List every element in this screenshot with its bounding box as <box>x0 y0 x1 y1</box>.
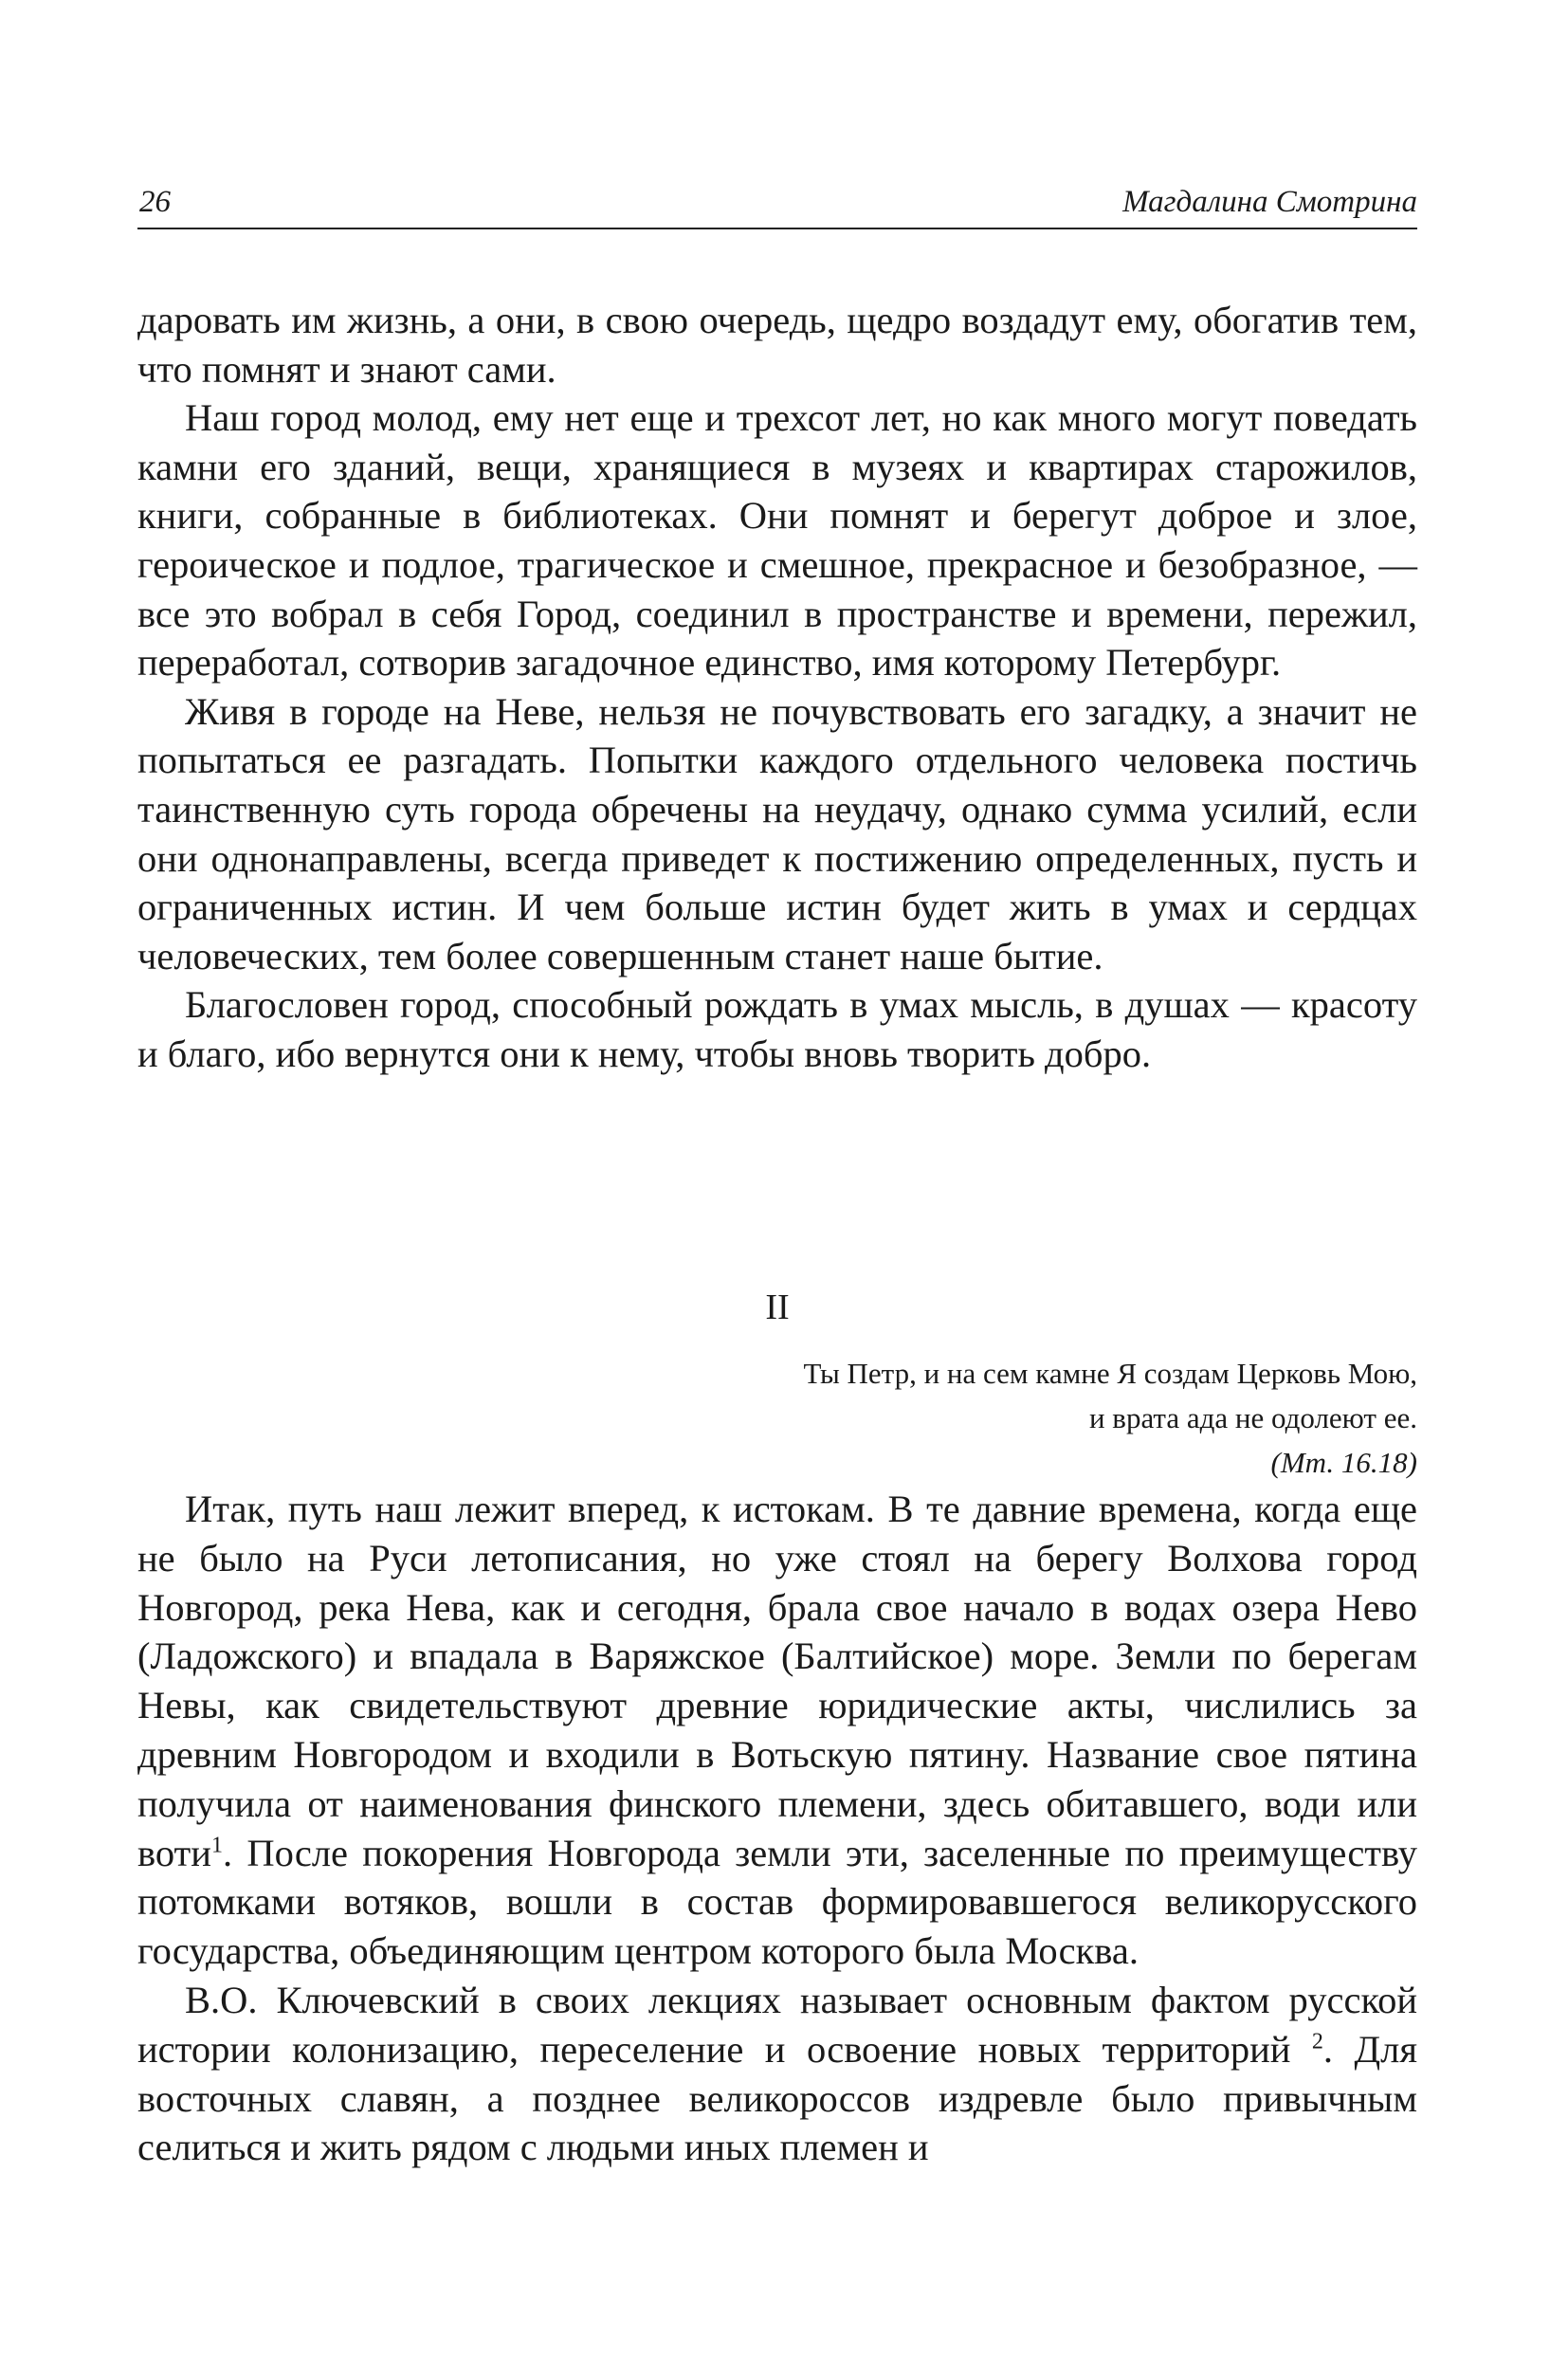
paragraph: Благословен город, способный рождать в умах мысль, в душах — красоту и благо, ибо вернутся они к нему, чтобы вновь творить добро. <box>137 983 1417 1075</box>
page-number: 26 <box>139 185 171 219</box>
epigraph-reference: (Мт. 16.18) <box>1270 1446 1417 1479</box>
paragraph: Живя в городе на Неве, нельзя не почувствовать его загадку, а значит не попытаться ее разгадать. Попытки каждого отдельного человека постичь таинственную суть города обречены на неудачу, однако сумма усилий, если они однонаправлены, всегда приведет к постижению определенных, пусть и ограниченных истин. И чем больше истин будет жить в умах и сердцах человеческих, тем более совершенным станет наше бытие. <box>137 689 1417 977</box>
section-heading-block <box>137 1285 1417 1485</box>
footnote-marker[interactable]: 1 <box>210 1833 223 1858</box>
epigraph-line: и врата ада не одолеют ее. <box>1088 1401 1417 1434</box>
paragraph-text: Итак, путь наш лежит вперед, к истокам. В те давние времена, когда еще не было на Руси летописания, но уже стоял на берегу Волхова город Новгород, река Нева, как и сегодня, брала свое начало в водах озера Нево (Ладожского) и впадала в Варяжское (Балтийское) море. Земли по берегам Невы, как свидетельствуют древние юридические акты, числились за древним Новгородом и входили в Вотьскую пятину. Название свое пятина получила от наименования финского племени, здесь обитавшего, води или воти <box>137 1488 1417 1874</box>
paragraph-text: В.О. Ключевский в своих лекциях называет основным фактом русской истории колонизацию, переселение и освоение новых территорий <box>137 1978 1417 2071</box>
section-number: II <box>765 1287 790 1327</box>
footnote-marker[interactable]: 2 <box>1311 2029 1323 2054</box>
running-head <box>137 171 1417 229</box>
paragraph-text: . Для восточных славян, а позднее великороссов издревле было привычным селиться и жить рядом с людьми иных племен и <box>137 2027 1417 2169</box>
paragraph <box>137 1976 1417 2172</box>
paragraph-text: . После покорения Новгорода земли эти, заселенные по преимуществу потомками вотяков, вошли в состав формировавшегося великорусского государства, объединяющим центром которого была Москва. <box>137 1831 1417 1973</box>
epigraph-line: Ты Петр, и на сем камне Я создам Церковь Мою, <box>803 1357 1417 1390</box>
paragraph: Наш город молод, ему нет еще и трехсот лет, но как много могут поведать камни его зданий, вещи, хранящиеся в музеях и квартирах старожилов, книги, собранные в библиотеках. Они помнят и берегут доброе и злое, героическое и подлое, трагическое и смешное, прекрасное и безобразное, — все это вобрал в себя Город, соединил в пространстве и времени, пережил, переработал, сотворив загадочное единство, имя которому Петербург. <box>137 396 1417 685</box>
section-text <box>137 1485 1417 2172</box>
paragraph: даровать им жизнь, а они, в свою очередь, щедро воздадут ему, обогатив тем, что помнят и знают сами. <box>137 299 1417 391</box>
paragraph <box>137 1485 1417 1976</box>
epigraph <box>137 1351 1417 1485</box>
intro-text <box>137 296 1417 1079</box>
author-name: Магдалина Смотрина <box>1122 185 1417 219</box>
